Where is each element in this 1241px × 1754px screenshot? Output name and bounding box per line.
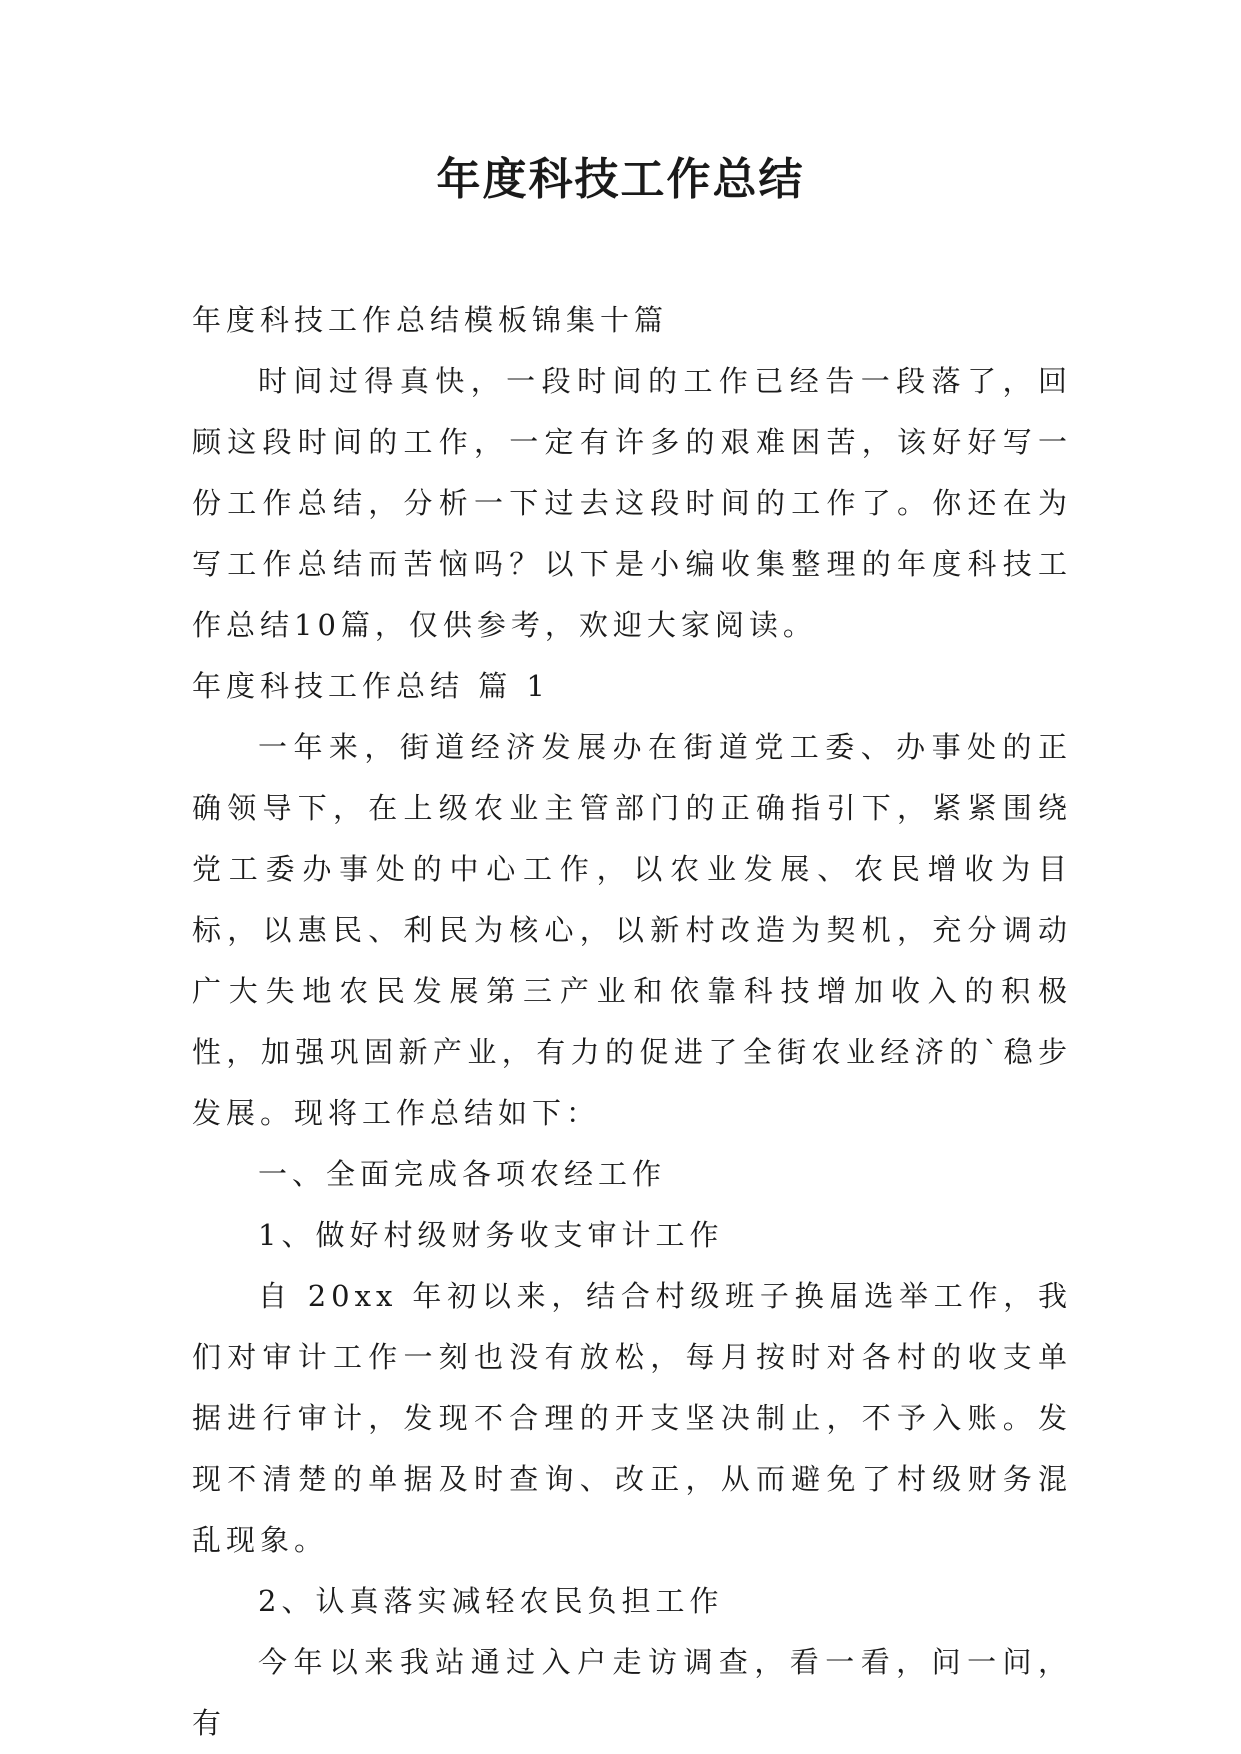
intro-paragraph: 时间过得真快，一段时间的工作已经告一段落了，回顾这段时间的工作，一定有许多的艰难困苦，该好好写一份工作总结，分析一下过去这段时间的工作了。你还在为写工作总结而苦恼吗？以下是小编收集整理的年度科技工作总结10篇，仅供参考，欢迎大家阅读。 [192,364,1072,642]
body-paragraph: 自 20xx 年初以来，结合村级班子换届选举工作，我们对审计工作一刻也没有放松，每月按时对各村的收支单据进行审计，发现不合理的开支坚决制止，不予入账。发现不清楚的单据及时查询、改正，从而避免了村级财务混乱现象。 [192,1279,1072,1557]
body-paragraph: 今年以来我站通过入户走访调查，看一看，问一问，有 [192,1645,1072,1740]
item-heading: 1、做好村级财务收支审计工作 [258,1218,724,1252]
subtitle-line: 年度科技工作总结模板锦集十篇 [192,303,669,337]
document-title: 年度科技工作总结 [436,154,805,205]
section-subheading: 一、全面完成各项农经工作 [258,1157,667,1191]
item-heading: 2、认真落实减轻农民负担工作 [258,1584,724,1618]
section-heading: 年度科技工作总结 篇 1 [192,669,550,703]
body-paragraph: 一年来，街道经济发展办在街道党工委、办事处的正确领导下，在上级农业主管部门的正确指引下，紧紧围绕党工委办事处的中心工作，以农业发展、农民增收为目标，以惠民、利民为核心，以新村改造为契机，充分调动广大失地农民发展第三产业和依靠科技增加收入的积极性，加强巩固新产业，有力的促进了全街农业经济的`稳步发展。现将工作总结如下： [192,730,1072,1130]
document-body [192,290,1072,1754]
